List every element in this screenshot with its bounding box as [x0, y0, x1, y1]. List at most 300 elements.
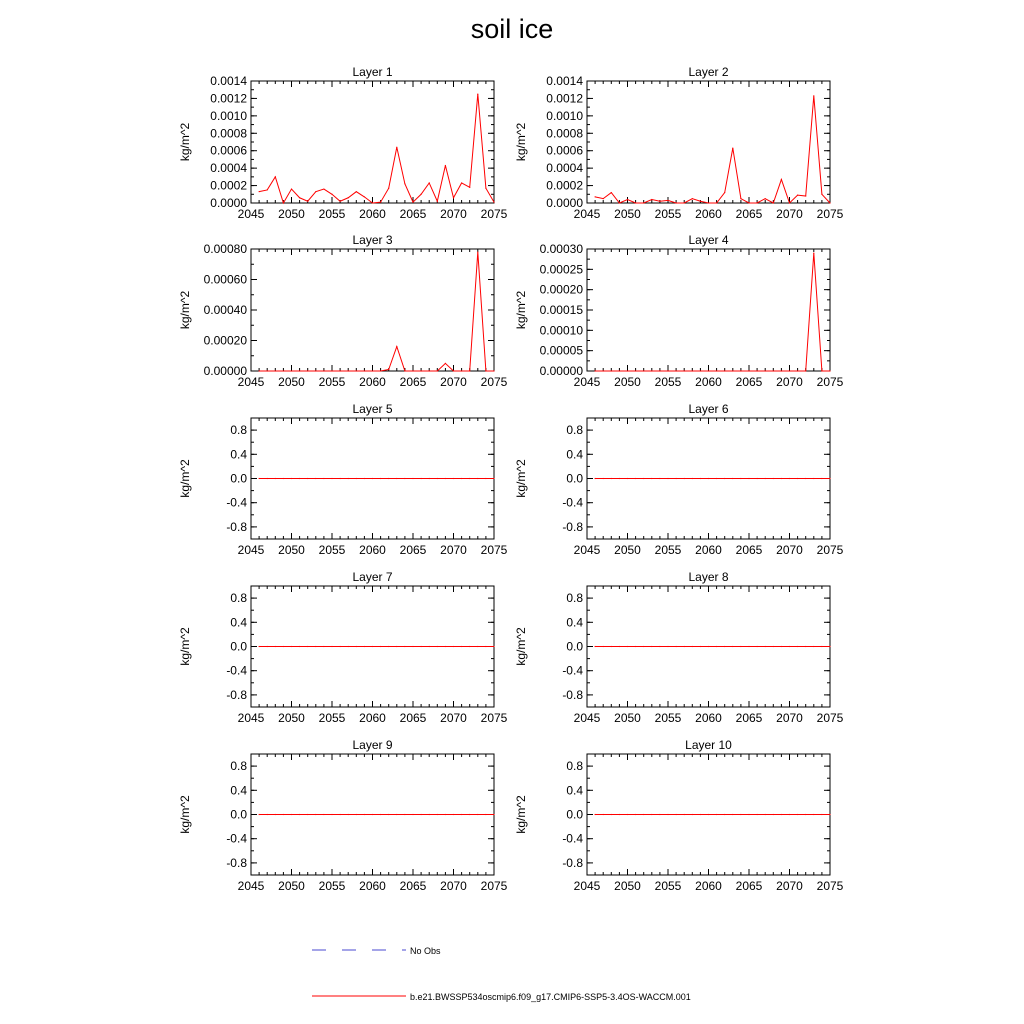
- y-tick-label: 0.4: [566, 783, 583, 798]
- data-point: [611, 478, 612, 479]
- y-axis-label: kg/m^2: [514, 795, 528, 834]
- data-point: [445, 646, 446, 647]
- legend-label: b.e21.BWSSP534oscmip6.f09_g17.CMIP6-SSP5-3.4OS-WACCM.001: [410, 992, 691, 1002]
- data-point: [676, 202, 677, 203]
- y-tick-label: 0.4: [566, 615, 583, 630]
- y-tick-label: 0.0014: [210, 74, 247, 88]
- data-point: [259, 370, 260, 371]
- x-tick-label: 2065: [399, 543, 427, 557]
- data-point: [323, 188, 324, 189]
- data-point: [740, 646, 741, 647]
- data-point: [453, 370, 454, 371]
- y-tick-label: 0.0: [566, 807, 583, 822]
- data-point: [267, 814, 268, 815]
- data-point: [748, 478, 749, 479]
- data-point: [789, 478, 790, 479]
- data-point: [421, 646, 422, 647]
- data-point: [275, 370, 276, 371]
- y-axis-label: kg/m^2: [514, 122, 528, 162]
- data-point: [813, 478, 814, 479]
- x-tick-label: 2070: [776, 207, 803, 221]
- x-tick-label: 2045: [573, 879, 601, 893]
- data-point: [659, 646, 660, 647]
- data-point: [493, 646, 494, 647]
- x-tick-label: 2070: [776, 711, 803, 725]
- data-point: [275, 814, 276, 815]
- data-point: [740, 478, 741, 479]
- data-point: [651, 370, 652, 371]
- y-tick-label: 0.0: [230, 639, 247, 654]
- y-tick-label: 0.0010: [210, 108, 247, 123]
- series-line: [595, 253, 830, 371]
- x-tick-label: 2075: [480, 879, 508, 893]
- data-point: [348, 646, 349, 647]
- data-point: [477, 93, 478, 94]
- data-point: [493, 370, 494, 371]
- data-point: [789, 814, 790, 815]
- data-point: [748, 814, 749, 815]
- x-tick-label: 2070: [440, 207, 467, 221]
- data-point: [331, 814, 332, 815]
- x-tick-label: 2060: [359, 711, 386, 725]
- data-point: [291, 646, 292, 647]
- data-point: [765, 478, 766, 479]
- data-point: [477, 646, 478, 647]
- data-point: [659, 814, 660, 815]
- data-point: [364, 646, 365, 647]
- x-tick-label: 2045: [237, 879, 265, 893]
- y-axis-label: kg/m^2: [178, 122, 192, 162]
- data-point: [259, 478, 260, 479]
- x-tick-label: 2065: [399, 711, 427, 725]
- data-point: [692, 370, 693, 371]
- data-point: [299, 370, 300, 371]
- data-point: [603, 646, 604, 647]
- data-point: [315, 478, 316, 479]
- data-point: [323, 370, 324, 371]
- data-point: [283, 646, 284, 647]
- data-point: [708, 814, 709, 815]
- data-point: [396, 478, 397, 479]
- data-point: [611, 192, 612, 193]
- data-point: [437, 646, 438, 647]
- data-point: [659, 478, 660, 479]
- y-tick-label: 0.0: [230, 807, 247, 822]
- data-point: [692, 646, 693, 647]
- data-point: [611, 646, 612, 647]
- data-point: [821, 194, 822, 195]
- y-tick-label: 0.00000: [539, 364, 583, 378]
- y-tick-label: 0.00030: [539, 242, 583, 256]
- data-point: [380, 478, 381, 479]
- data-point: [461, 370, 462, 371]
- legend-item: [312, 992, 691, 1002]
- data-point: [461, 814, 462, 815]
- data-point: [331, 478, 332, 479]
- data-point: [396, 646, 397, 647]
- data-point: [356, 646, 357, 647]
- y-tick-label: 0.8: [566, 591, 583, 606]
- data-point: [619, 646, 620, 647]
- y-tick-label: -0.8: [562, 519, 583, 534]
- data-point: [469, 370, 470, 371]
- data-point: [315, 646, 316, 647]
- data-point: [676, 814, 677, 815]
- x-tick-label: 2065: [735, 375, 763, 389]
- data-point: [275, 646, 276, 647]
- data-point: [396, 147, 397, 148]
- data-point: [259, 191, 260, 192]
- y-tick-label: 0.00000: [203, 364, 247, 378]
- data-point: [348, 370, 349, 371]
- data-point: [485, 188, 486, 189]
- data-point: [291, 188, 292, 189]
- x-tick-label: 2075: [480, 711, 508, 725]
- y-tick-label: -0.4: [562, 663, 583, 678]
- x-tick-label: 2070: [776, 375, 803, 389]
- data-point: [757, 478, 758, 479]
- data-point: [299, 478, 300, 479]
- y-tick-label: 0.0004: [546, 161, 583, 176]
- data-point: [716, 202, 717, 203]
- panel-9: [178, 738, 508, 893]
- x-tick-label: 2055: [318, 543, 346, 557]
- data-point: [667, 646, 668, 647]
- data-point: [259, 814, 260, 815]
- data-point: [372, 814, 373, 815]
- data-point: [651, 478, 652, 479]
- data-point: [388, 478, 389, 479]
- data-point: [667, 200, 668, 201]
- data-point: [740, 198, 741, 199]
- x-tick-label: 2060: [695, 879, 722, 893]
- data-point: [603, 370, 604, 371]
- data-point: [684, 202, 685, 203]
- data-point: [724, 370, 725, 371]
- panel-8: [514, 570, 844, 725]
- data-point: [404, 370, 405, 371]
- data-point: [684, 370, 685, 371]
- data-point: [667, 478, 668, 479]
- data-point: [283, 202, 284, 203]
- data-point: [732, 148, 733, 149]
- y-tick-label: -0.8: [226, 687, 247, 702]
- plot-frame: [251, 249, 494, 371]
- x-tick-label: 2075: [816, 207, 844, 221]
- x-tick-label: 2060: [359, 879, 386, 893]
- data-point: [388, 188, 389, 189]
- data-point: [708, 370, 709, 371]
- data-point: [595, 370, 596, 371]
- y-tick-label: 0.4: [230, 615, 247, 630]
- data-point: [299, 197, 300, 198]
- x-tick-label: 2065: [399, 375, 427, 389]
- data-point: [469, 646, 470, 647]
- x-tick-label: 2065: [399, 879, 427, 893]
- data-point: [724, 646, 725, 647]
- data-point: [283, 814, 284, 815]
- data-point: [692, 814, 693, 815]
- data-point: [651, 199, 652, 200]
- data-point: [700, 478, 701, 479]
- data-point: [595, 478, 596, 479]
- data-point: [412, 370, 413, 371]
- data-point: [388, 646, 389, 647]
- data-point: [643, 202, 644, 203]
- data-point: [732, 646, 733, 647]
- x-tick-label: 2045: [573, 543, 601, 557]
- series-line: [259, 94, 494, 203]
- data-point: [619, 370, 620, 371]
- y-tick-label: 0.00005: [539, 343, 583, 358]
- data-point: [829, 478, 830, 479]
- data-point: [829, 370, 830, 371]
- x-tick-label: 2065: [735, 207, 763, 221]
- data-point: [627, 814, 628, 815]
- data-point: [643, 478, 644, 479]
- data-point: [773, 478, 774, 479]
- panel-title: Layer 7: [352, 570, 393, 584]
- series-line: [595, 96, 830, 203]
- x-tick-label: 2060: [695, 711, 722, 725]
- x-tick-label: 2055: [318, 711, 346, 725]
- data-point: [356, 478, 357, 479]
- data-point: [348, 197, 349, 198]
- data-point: [700, 370, 701, 371]
- data-point: [307, 201, 308, 202]
- x-tick-label: 2075: [816, 375, 844, 389]
- data-point: [773, 646, 774, 647]
- data-point: [421, 194, 422, 195]
- data-point: [643, 646, 644, 647]
- x-tick-label: 2055: [654, 375, 682, 389]
- data-point: [765, 198, 766, 199]
- data-point: [275, 176, 276, 177]
- data-point: [388, 369, 389, 370]
- plot-frame: [587, 81, 830, 203]
- data-point: [651, 646, 652, 647]
- x-tick-label: 2045: [237, 375, 265, 389]
- panel-title: Layer 3: [352, 233, 393, 247]
- data-point: [821, 370, 822, 371]
- y-tick-label: -0.4: [562, 831, 583, 846]
- data-point: [364, 814, 365, 815]
- data-point: [315, 814, 316, 815]
- data-point: [603, 478, 604, 479]
- y-tick-label: 0.0002: [546, 178, 583, 193]
- data-point: [283, 370, 284, 371]
- data-point: [773, 370, 774, 371]
- x-tick-label: 2055: [654, 207, 682, 221]
- data-point: [732, 814, 733, 815]
- x-tick-label: 2060: [695, 375, 722, 389]
- x-tick-label: 2060: [359, 375, 386, 389]
- data-point: [627, 478, 628, 479]
- data-point: [307, 370, 308, 371]
- x-tick-label: 2045: [573, 711, 601, 725]
- y-tick-label: 0.0010: [546, 108, 583, 123]
- data-point: [732, 478, 733, 479]
- data-point: [445, 363, 446, 364]
- data-point: [461, 646, 462, 647]
- data-point: [805, 195, 806, 196]
- data-point: [477, 251, 478, 252]
- data-point: [789, 202, 790, 203]
- data-point: [829, 202, 830, 203]
- data-point: [445, 478, 446, 479]
- y-tick-label: 0.0004: [210, 161, 247, 176]
- data-point: [700, 814, 701, 815]
- y-tick-label: 0.0012: [546, 91, 583, 106]
- x-tick-label: 2070: [440, 543, 467, 557]
- y-tick-label: 0.00025: [539, 262, 583, 277]
- y-tick-label: 0.4: [230, 783, 247, 798]
- data-point: [421, 478, 422, 479]
- data-point: [797, 195, 798, 196]
- y-tick-label: 0.00080: [203, 242, 247, 256]
- data-point: [692, 198, 693, 199]
- data-point: [267, 646, 268, 647]
- data-point: [667, 814, 668, 815]
- y-axis-label: kg/m^2: [514, 290, 528, 330]
- data-point: [676, 646, 677, 647]
- x-tick-label: 2065: [399, 207, 427, 221]
- data-point: [797, 814, 798, 815]
- data-point: [667, 370, 668, 371]
- y-tick-label: -0.4: [226, 663, 247, 678]
- data-point: [356, 814, 357, 815]
- data-point: [821, 646, 822, 647]
- data-point: [348, 478, 349, 479]
- data-point: [477, 814, 478, 815]
- data-point: [603, 814, 604, 815]
- data-point: [781, 179, 782, 180]
- x-tick-label: 2060: [695, 207, 722, 221]
- x-tick-label: 2065: [735, 879, 763, 893]
- data-point: [380, 202, 381, 203]
- x-tick-label: 2070: [776, 543, 803, 557]
- data-point: [493, 814, 494, 815]
- data-point: [421, 814, 422, 815]
- data-point: [485, 814, 486, 815]
- data-point: [595, 196, 596, 197]
- y-tick-label: 0.0008: [210, 126, 247, 141]
- data-point: [765, 646, 766, 647]
- data-point: [340, 370, 341, 371]
- panel-6: [514, 402, 844, 557]
- data-point: [453, 814, 454, 815]
- data-point: [805, 814, 806, 815]
- data-point: [643, 814, 644, 815]
- data-point: [757, 814, 758, 815]
- y-tick-label: 0.00040: [203, 303, 247, 317]
- data-point: [340, 201, 341, 202]
- data-point: [781, 478, 782, 479]
- x-tick-label: 2070: [440, 375, 467, 389]
- data-point: [364, 196, 365, 197]
- data-point: [748, 202, 749, 203]
- data-point: [404, 183, 405, 184]
- x-tick-label: 2075: [480, 207, 508, 221]
- data-point: [781, 370, 782, 371]
- data-point: [805, 478, 806, 479]
- data-point: [396, 346, 397, 347]
- plot-frame: [587, 249, 830, 371]
- x-tick-label: 2045: [237, 207, 265, 221]
- data-point: [315, 370, 316, 371]
- data-point: [635, 370, 636, 371]
- x-tick-label: 2075: [816, 543, 844, 557]
- data-point: [724, 478, 725, 479]
- data-point: [805, 646, 806, 647]
- data-point: [299, 814, 300, 815]
- data-point: [477, 478, 478, 479]
- data-point: [781, 646, 782, 647]
- data-point: [692, 478, 693, 479]
- data-point: [380, 370, 381, 371]
- data-point: [619, 478, 620, 479]
- x-tick-label: 2050: [614, 543, 641, 557]
- data-point: [789, 646, 790, 647]
- data-point: [259, 646, 260, 647]
- x-tick-label: 2070: [440, 711, 467, 725]
- data-point: [356, 370, 357, 371]
- data-point: [380, 646, 381, 647]
- data-point: [700, 646, 701, 647]
- data-point: [643, 370, 644, 371]
- data-point: [437, 814, 438, 815]
- data-point: [757, 370, 758, 371]
- y-tick-label: 0.0002: [210, 178, 247, 193]
- data-point: [267, 370, 268, 371]
- y-tick-label: 0.8: [566, 423, 583, 438]
- y-axis-label: kg/m^2: [178, 290, 192, 330]
- data-point: [461, 182, 462, 183]
- data-point: [635, 646, 636, 647]
- data-point: [659, 201, 660, 202]
- data-point: [412, 814, 413, 815]
- data-point: [437, 201, 438, 202]
- x-tick-label: 2055: [654, 543, 682, 557]
- data-point: [364, 370, 365, 371]
- y-tick-label: 0.4: [566, 447, 583, 462]
- x-tick-label: 2075: [480, 543, 508, 557]
- data-point: [469, 814, 470, 815]
- x-tick-label: 2050: [614, 207, 641, 221]
- panel-title: Layer 10: [685, 738, 732, 752]
- y-tick-label: 0.0000: [210, 196, 247, 210]
- data-point: [429, 646, 430, 647]
- x-tick-label: 2065: [735, 711, 763, 725]
- data-point: [813, 646, 814, 647]
- x-tick-label: 2045: [237, 711, 265, 725]
- data-point: [445, 165, 446, 166]
- data-point: [315, 191, 316, 192]
- y-axis-label: kg/m^2: [514, 459, 528, 498]
- data-point: [372, 478, 373, 479]
- panel-7: [178, 570, 508, 725]
- data-point: [619, 814, 620, 815]
- data-point: [412, 478, 413, 479]
- y-tick-label: -0.4: [226, 831, 247, 846]
- x-tick-label: 2070: [776, 879, 803, 893]
- x-tick-label: 2055: [654, 879, 682, 893]
- y-tick-label: -0.8: [562, 687, 583, 702]
- y-tick-label: -0.4: [226, 495, 247, 510]
- data-point: [635, 202, 636, 203]
- data-point: [461, 478, 462, 479]
- x-tick-label: 2045: [573, 375, 601, 389]
